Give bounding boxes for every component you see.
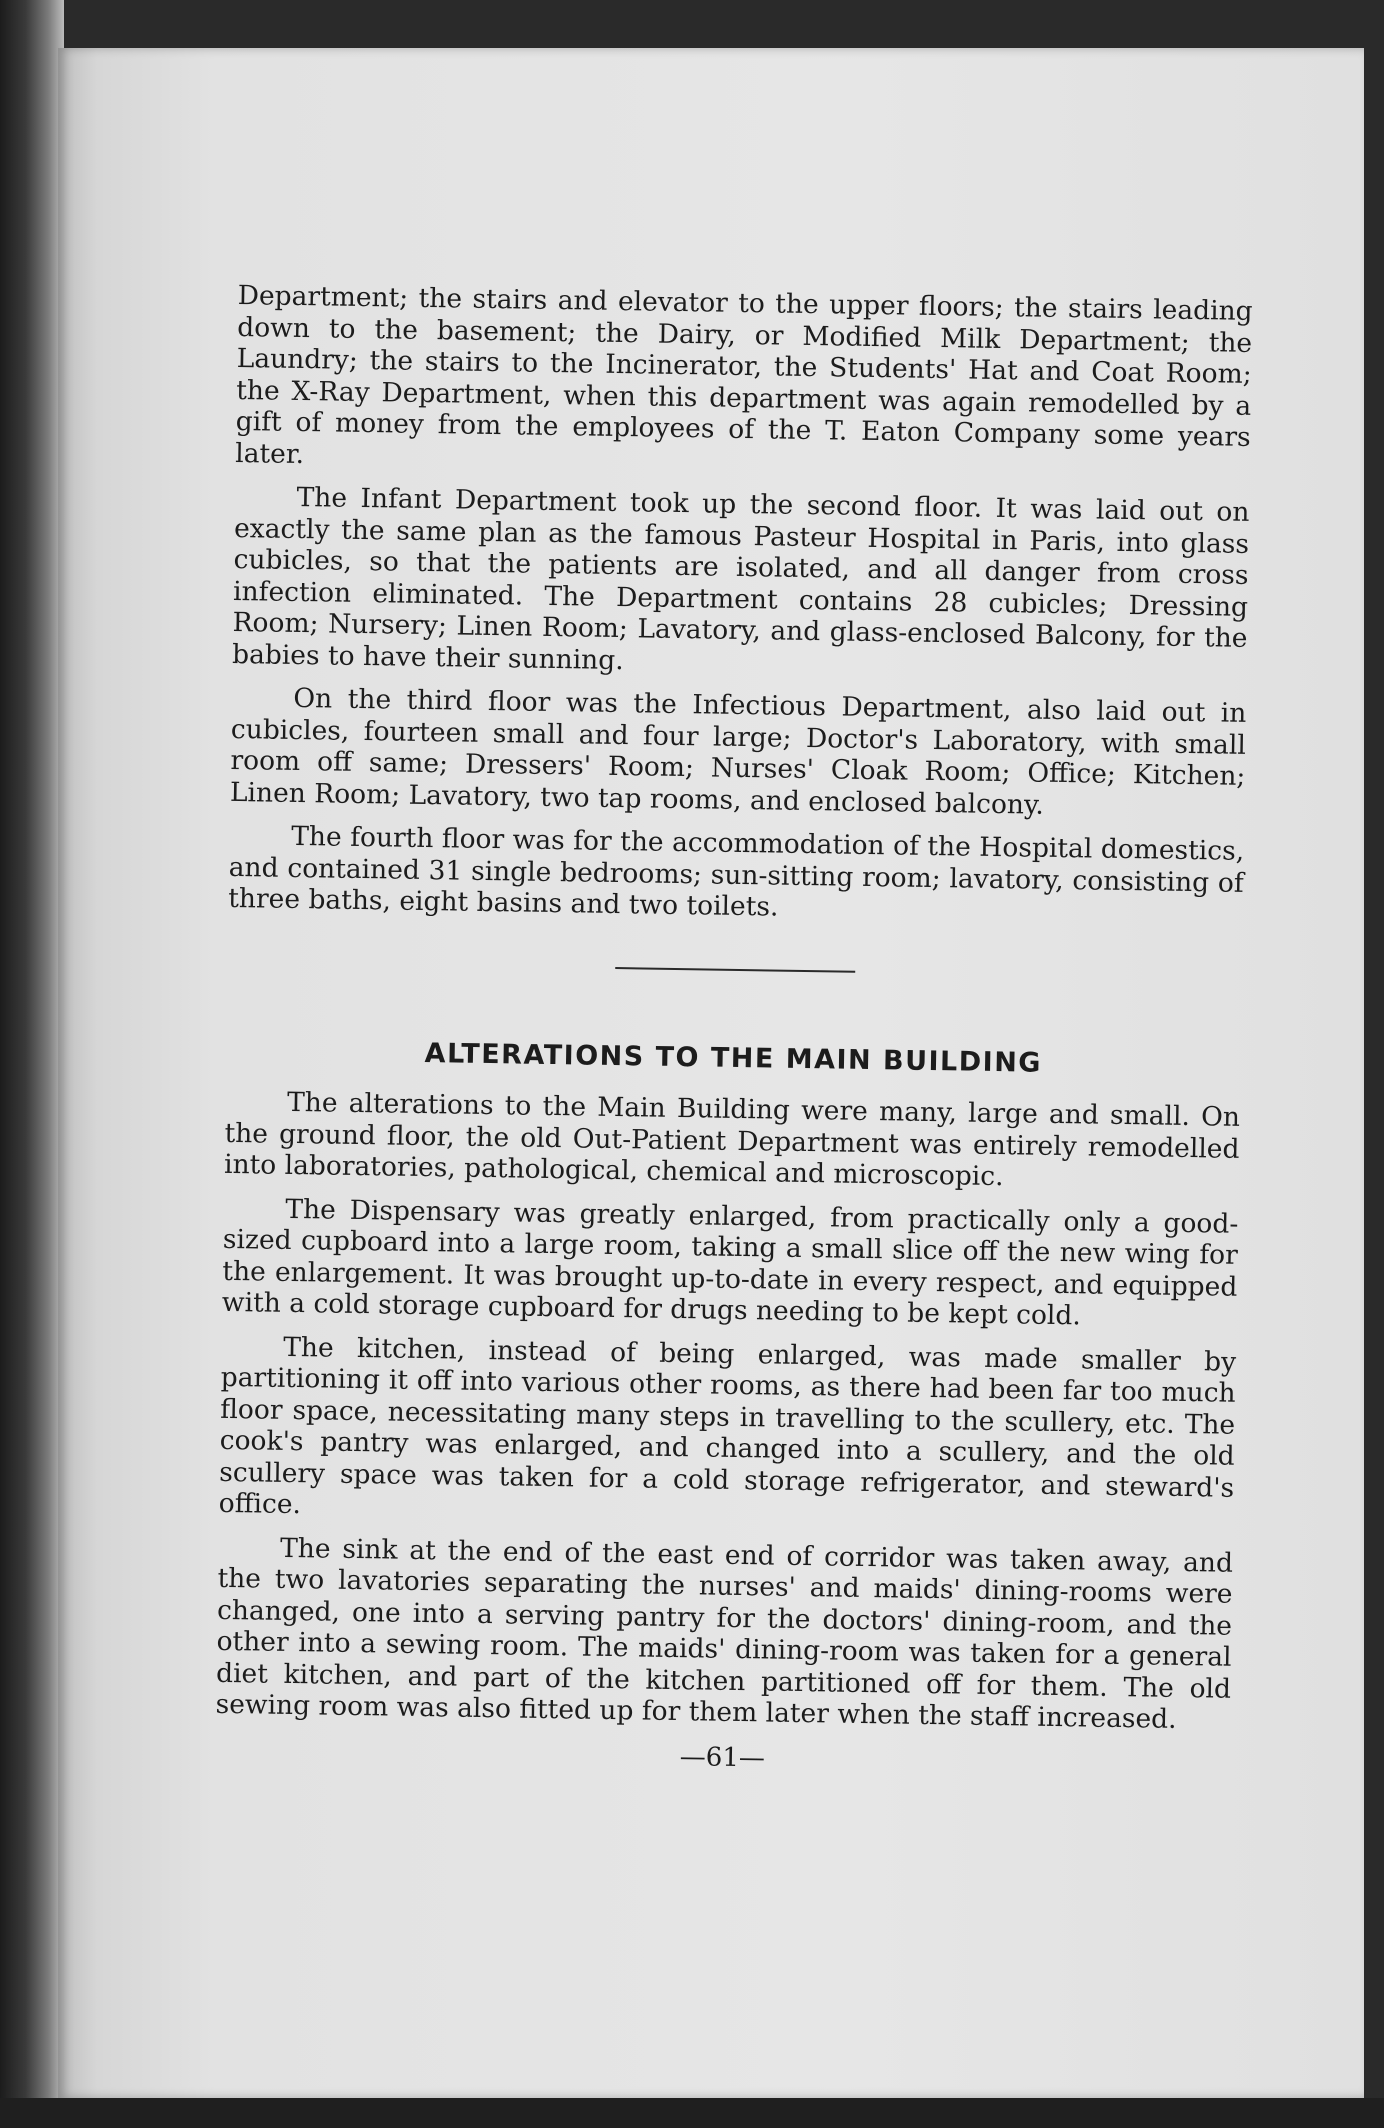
section-divider [615, 967, 855, 973]
page-text [215, 280, 1253, 1782]
paragraph-fourth-floor: The fourth floor was for the accommodation of the Hospital domestics, and contained 31 single bedrooms; sun-sitting room; lavatory, consisting of three baths, eight basins and two toilets. [228, 820, 1245, 923]
paragraph-kitchen: The kitchen, instead of being enlarged, was made smaller by partitioning it off into various other rooms, as there had been far too much floor space, necessitating many steps in travelling to the scullery, etc. The cook's pantry was enlarged, and changed into a scullery, and the old scullery space was taken for a cold storage refrigerator, and steward's office. [218, 1331, 1237, 1521]
paragraph-dispensary: The Dispensary was greatly enlarged, from practically only a good-sized cupboard into a large room, taking a small slice off the new wing for the enlargement. It was brought up-to-date in every respect, and equipped with a cold storage cupboard for drugs needing to be kept cold. [221, 1193, 1239, 1332]
paragraph-continued-department: Department; the stairs and elevator to the upper floors; the stairs leading down to the basement; the Dairy, or Modified Milk Department; the Laundry; the stairs to the Incinerator, the Students' Hat and Coat Room; the X-Ray Department, when this department was again remodelled by a gift of money from the employees of the T. Eaton Company some years later. [235, 280, 1253, 470]
paragraph-third-floor: On the third floor was the Infectious Department, also laid out in cubicles, fourteen small and four large; Doctor's Laboratory, with small room off same; Dressers' Room; Nurses' Cloak Room; Office; Kitchen; Linen Room; Lavatory, two tap rooms, and enclosed balcony. [229, 682, 1247, 821]
paragraph-alterations: The alterations to the Main Building were many, large and small. On the ground floor, the old Out-Patient Department was entirely remodelled into laboratories, pathological, chemical and microscopic. [223, 1086, 1241, 1193]
paragraph-infant-department: The Infant Department took up the second floor. It was laid out on exactly the same plan as the famous Pasteur Hospital in Paris, into glass cubicles, so that the patients are isolated, and all danger from cross infection eliminated. The Department contains 28 cubicles; Dressing Room; Nursery; Linen Room; Lavatory, and glass-enclosed Balcony, for the babies to have their sunning. [231, 481, 1250, 676]
scan-bottom-edge [0, 2098, 1384, 2128]
book-spine-shadow [0, 0, 64, 2128]
section-heading: ALTERATIONS TO THE MAIN BUILDING [424, 1037, 1043, 1079]
book-page [58, 48, 1364, 2098]
paragraph-sink-corridor: The sink at the end of the east end of corridor was taken away, and the two lavatories separating the nurses' and maids' dining-rooms were changed, one into a serving pantry for the doctors' dining-room, and the other into a sewing room. The maids' dining-room was taken for a general diet kitchen, and part of the kitchen partitioned off for them. The old sewing room was also fitted up for them later when the staff increased. [215, 1532, 1234, 1735]
page-number: —61— [679, 1741, 766, 1773]
